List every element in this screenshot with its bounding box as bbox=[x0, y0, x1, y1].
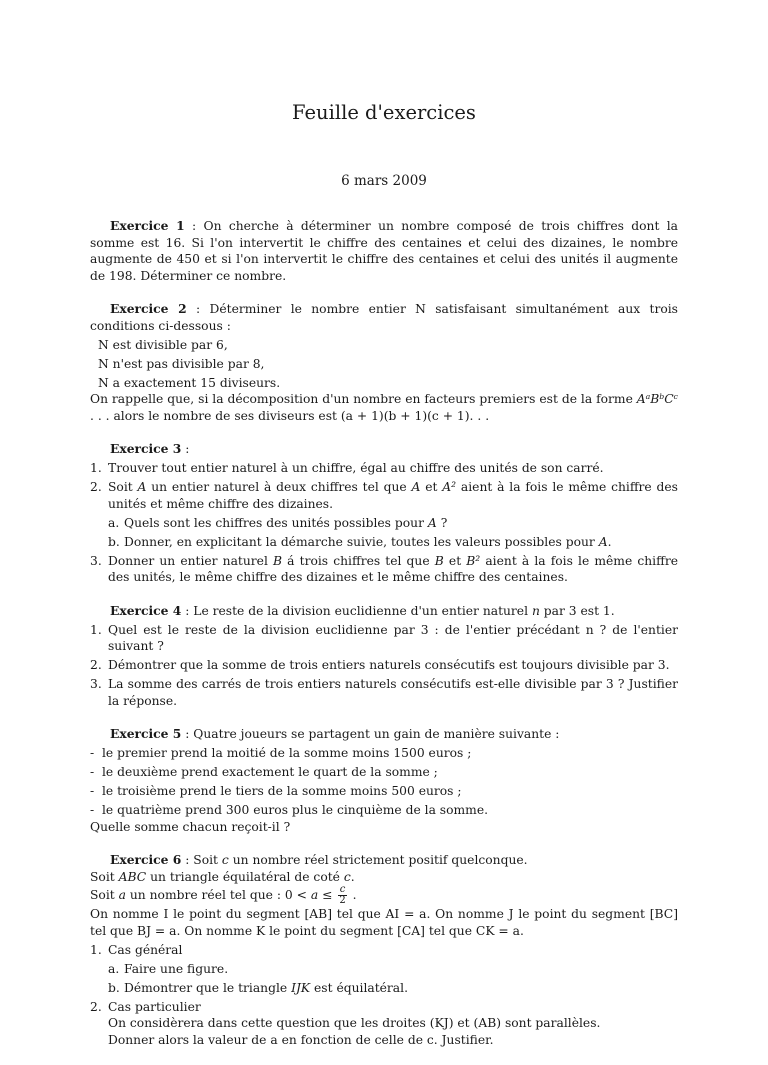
exercise-2-intro: Exercice 2 : Déterminer le nombre entier N satisfaisant simultanément aux trois conditions ci-dessous : bbox=[90, 301, 678, 333]
prime-factorization: AᵃBᵇCᶜ bbox=[636, 392, 678, 406]
exercise-1-text bbox=[90, 218, 678, 284]
page-date: 6 mars 2009 bbox=[341, 173, 427, 189]
exercise-6-cases bbox=[90, 942, 678, 959]
condition-1: N est divisible par 6, bbox=[98, 337, 228, 352]
list-item: 2. Démontrer que la somme de trois entiers naturels consécutifs est toujours divisible par 3. bbox=[90, 658, 670, 672]
list-item: 1. Cas général bbox=[90, 942, 183, 957]
exercise-6-triangle: Soit ABC un triangle équilatéral de coté c. bbox=[90, 869, 355, 884]
exercise-6-particular-text: On considèrera dans cette question que les droites (KJ) et (AB) sont parallèles. bbox=[108, 1016, 601, 1030]
condition-3: N a exactement 15 diviseurs. bbox=[98, 375, 281, 390]
page-title: Feuille d'exercices bbox=[292, 101, 476, 124]
list-item: a. Faire une figure. bbox=[108, 961, 229, 976]
exercise-1-body: : On cherche à déterminer un nombre composé de trois chiffres dont la somme est 16. Si l'on intervertit le chiffre des centaines et celui des dizaines, le nombre augmente de 450 et si l'on intervertit le chiffre des centaines et celui des unités il augmente de 198. Déterminer ce nombre. bbox=[90, 219, 678, 283]
exercise-1 bbox=[90, 218, 678, 284]
list-item: 3. La somme des carrés de trois entiers naturels consécutifs est-elle divisible par 3 ? Justifier la réponse. bbox=[90, 677, 678, 708]
exercise-6-particular-text-2: Donner alors la valeur de a en fonction de celle de c. Justifier. bbox=[108, 1032, 494, 1047]
list-item: 2. Soit A un entier naturel à deux chiffres tel que A et A² aient à la fois le même chiffre des unités et même chiffre des dizaines. bbox=[90, 480, 678, 511]
exercise-1-heading: Exercice 1 bbox=[110, 218, 185, 233]
exercise-list bbox=[90, 218, 678, 1065]
list-item: 3. Donner un entier naturel B á trois chiffres tel que B et B² aient à la fois le même chiffre des unités, le même chiffre des dizaines et le même chiffre des centaines. bbox=[90, 553, 678, 584]
exercise-3-heading: Exercice 3 bbox=[110, 441, 182, 456]
exercise-4-heading: Exercice 4 bbox=[110, 602, 182, 618]
exercise-6 bbox=[90, 852, 678, 1048]
fraction-c-over-2: $\frac{c}{2}$ bbox=[339, 884, 346, 906]
exercise-3-questions bbox=[90, 460, 678, 512]
list-item: 1. Quel est le reste de la division euclidienne par 3 : de l'entier précédant n ? de l'entier suivant ? bbox=[90, 622, 678, 653]
exercise-6-heading: Exercice 6 bbox=[110, 852, 182, 867]
exercise-4-questions bbox=[90, 622, 678, 710]
list-item: b. Démontrer que le triangle IJK est équilatéral. bbox=[108, 980, 408, 995]
exercise-2 bbox=[90, 301, 678, 424]
exercise-5-heading: Exercice 5 bbox=[110, 726, 182, 741]
list-item: a. Quels sont les chiffres des unités possibles pour A ? bbox=[108, 515, 448, 530]
exercise-2-reminder: On rappelle que, si la décomposition d'un nombre en facteurs premiers est de la forme AᵃBᵇCᶜ . . . alors le nombre de ses diviseurs est (a + 1)(b + 1)(c + 1). . . bbox=[90, 392, 678, 423]
exercise-5-question: Quelle somme chacun reçoit-il ? bbox=[90, 819, 291, 834]
exercise-6-points: On nomme I le point du segment [AB] tel que AI = a. On nomme J le point du segment [BC] tel que BJ = a. On nomme K le point du segment [CA] tel que CK = a. bbox=[90, 907, 678, 938]
exercise-3 bbox=[90, 441, 678, 586]
list-item: - le premier prend la moitié de la somme moins 1500 euros ; bbox=[90, 746, 472, 760]
exercise-3-questions-end bbox=[90, 553, 678, 586]
list-item: 1. Trouver tout entier naturel à un chiffre, égal au chiffre des unités de son carré. bbox=[90, 461, 604, 475]
exercise-5 bbox=[90, 726, 678, 835]
list-item: - le quatrième prend 300 euros plus le cinquième de la somme. bbox=[90, 803, 489, 817]
exercise-6-condition: Soit a un nombre réel tel que : 0 < a ≤ $\frac{c}{2}$ . bbox=[90, 884, 357, 906]
exercise-5-intro: Exercice 5 : Quatre joueurs se partagent un gain de manière suivante : bbox=[110, 726, 560, 741]
list-item: 2. Cas particulier bbox=[90, 999, 201, 1014]
exercise-6-subquestions bbox=[90, 961, 678, 997]
exercise-6-intro: Exercice 6 : Soit c un nombre réel strictement positif quelconque. bbox=[110, 852, 528, 867]
exercise-3-intro: Exercice 3 : bbox=[110, 441, 190, 456]
exercise-2-heading: Exercice 2 bbox=[110, 301, 187, 316]
condition-2: N n'est pas divisible par 8, bbox=[98, 356, 265, 371]
list-item: b. Donner, en explicitant la démarche suivie, toutes les valeurs possibles pour A. bbox=[108, 534, 612, 549]
exercise-3-subquestions bbox=[90, 515, 678, 551]
list-item: - le troisième prend le tiers de la somme moins 500 euros ; bbox=[90, 784, 462, 798]
exercise-4-intro: Exercice 4 : Le reste de la division euclidienne d'un entier naturel n par 3 est 1. bbox=[110, 602, 615, 618]
exercise-4 bbox=[90, 603, 678, 710]
exercise-6-cases-2 bbox=[90, 999, 678, 1016]
list-item: - le deuxième prend exactement le quart de la somme ; bbox=[90, 765, 438, 779]
exercise-5-shares bbox=[90, 745, 678, 819]
